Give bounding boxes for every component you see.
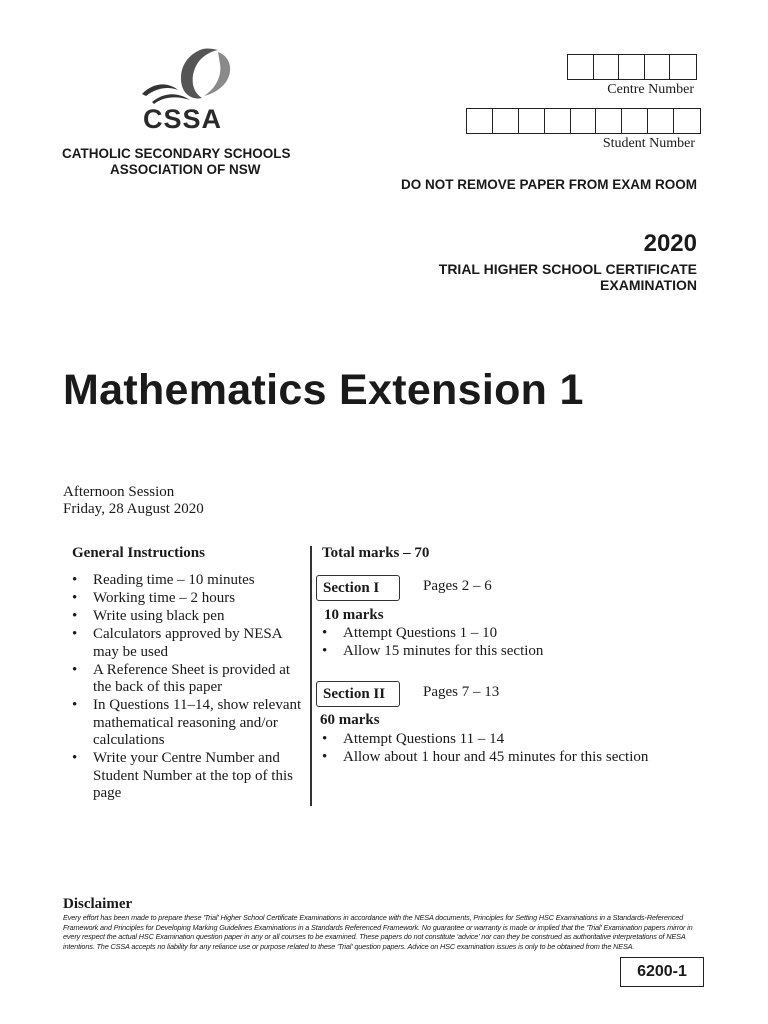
section-1-list: [322, 624, 543, 660]
centre-digit-box[interactable]: [645, 55, 671, 79]
session-time: Afternoon Session: [63, 484, 175, 500]
centre-number-boxes[interactable]: [567, 54, 697, 80]
list-item: • Calculators approved by NESA may be used: [72, 626, 308, 661]
list-item: • Allow 15 minutes for this section: [322, 642, 543, 660]
student-digit-box[interactable]: [674, 109, 700, 133]
session-date: Friday, 28 August 2020: [63, 501, 204, 517]
section-1-label: Section I: [316, 575, 400, 601]
student-digit-box[interactable]: [493, 109, 519, 133]
list-item: • Write your Centre Number and Student Number at the top of this page: [72, 750, 308, 803]
centre-digit-box[interactable]: [670, 55, 696, 79]
no-remove-notice: DO NOT REMOVE PAPER FROM EXAM ROOM: [400, 177, 697, 192]
list-item: • In Questions 11–14, show relevant mathematical reasoning and/or calculations: [72, 697, 308, 750]
section-2-pages: Pages 7 – 13: [423, 684, 500, 700]
student-digit-box[interactable]: [571, 109, 597, 133]
org-name-line1: CATHOLIC SECONDARY SCHOOLS: [62, 146, 291, 161]
student-digit-box[interactable]: [467, 109, 493, 133]
total-marks: Total marks – 70: [322, 545, 430, 561]
section-2-label: Section II: [316, 681, 400, 707]
student-digit-box[interactable]: [648, 109, 674, 133]
logo-wordmark: CSSA: [143, 104, 223, 134]
paper-code: 6200-1: [620, 957, 704, 987]
section-2-list: [322, 730, 648, 766]
org-name-line2: ASSOCIATION OF NSW: [110, 162, 261, 177]
student-number-label: Student Number: [602, 136, 695, 151]
list-item: • Working time – 2 hours: [72, 590, 308, 608]
student-digit-box[interactable]: [545, 109, 571, 133]
list-item: • Allow about 1 hour and 45 minutes for this section: [322, 748, 648, 766]
student-digit-box[interactable]: [519, 109, 545, 133]
centre-digit-box[interactable]: [619, 55, 645, 79]
centre-digit-box[interactable]: [568, 55, 594, 79]
centre-digit-box[interactable]: [594, 55, 620, 79]
list-item: • Reading time – 10 minutes: [72, 572, 308, 590]
list-item: • Attempt Questions 11 – 14: [322, 730, 648, 748]
list-item: • Write using black pen: [72, 608, 308, 626]
session-info: [63, 484, 204, 518]
exam-title-line2: EXAMINATION: [600, 277, 697, 293]
student-digit-box[interactable]: [596, 109, 622, 133]
general-instructions-list: [72, 572, 308, 803]
list-item: • Attempt Questions 1 – 10: [322, 624, 543, 642]
disclaimer-text: Every effort has been made to prepare these 'Trial' Higher School Certificate Examinations in accordance with the NESA documents, Principles for Setting HSC Examinations in a Standards-Referenced Framework and Principles for Developing Marking Guidelines Examinations in a Standards Referenced Framework. No guarantee or warranty is made or implied that the 'Trial' Examination papers mirror in every respect the actual HSC Examination question paper in any or all courses to be examined. These papers do not constitute 'advice' nor can they be construed as authoritative interpretations of NESA intentions. The CSSA accepts no liability for any reliance use or purpose related to these 'Trial' question papers. Advice on HSC examination issues is only to be obtained from the NESA.: [63, 913, 693, 951]
general-instructions-title: General Instructions: [72, 545, 205, 561]
section-1-pages: Pages 2 – 6: [423, 578, 492, 594]
list-item: • A Reference Sheet is provided at the back of this paper: [72, 662, 308, 697]
exam-title-line1: TRIAL HIGHER SCHOOL CERTIFICATE: [438, 261, 697, 277]
student-number-boxes[interactable]: [466, 108, 701, 134]
column-divider: [310, 546, 312, 806]
section-2-marks: 60 marks: [320, 712, 380, 728]
disclaimer-title: Disclaimer: [63, 896, 133, 912]
section-1-marks: 10 marks: [324, 607, 384, 623]
student-digit-box[interactable]: [622, 109, 648, 133]
cssa-logo-icon: [138, 46, 238, 106]
subject-title: Mathematics Extension 1: [63, 366, 584, 414]
exam-year: 2020: [643, 230, 697, 257]
centre-number-label: Centre Number: [607, 82, 694, 97]
